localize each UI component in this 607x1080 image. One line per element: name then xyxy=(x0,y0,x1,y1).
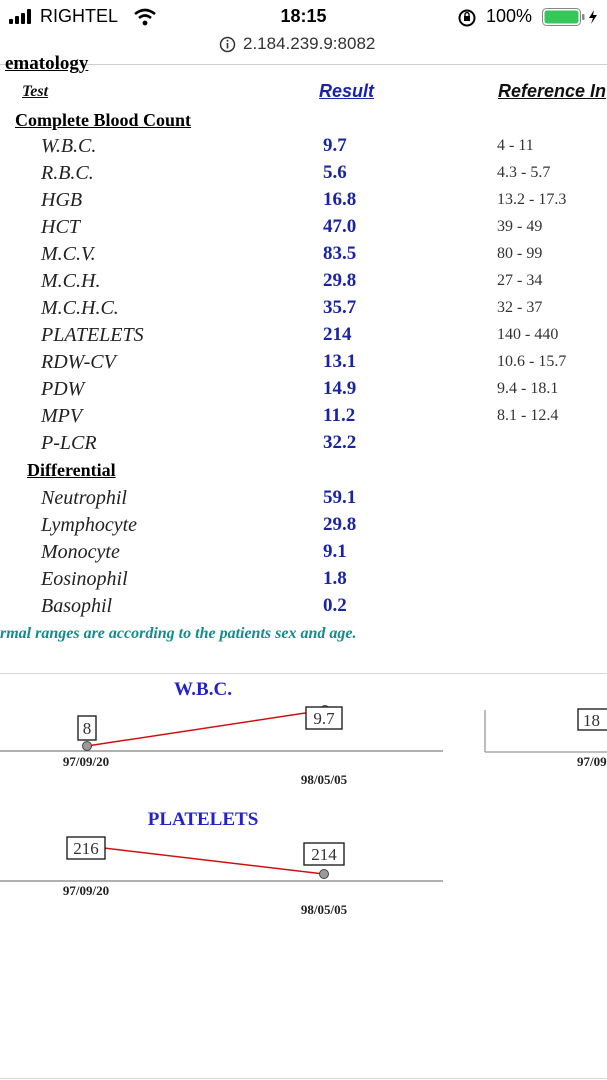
data-point xyxy=(320,870,329,879)
status-bar xyxy=(0,0,607,34)
test-name: M.C.H.C. xyxy=(41,297,119,319)
test-result: 9.7 xyxy=(323,135,347,156)
info-icon[interactable] xyxy=(219,36,236,53)
group-title-cbc: Complete Blood Count xyxy=(15,110,192,130)
test-name: Basophil xyxy=(41,595,113,617)
test-name: W.B.C. xyxy=(41,135,97,157)
test-reference: 9.4 - 18.1 xyxy=(497,380,559,397)
test-reference: 13.2 - 17.3 xyxy=(497,191,567,208)
test-reference: 39 - 49 xyxy=(497,218,543,235)
test-result: 214 xyxy=(323,324,352,345)
test-reference: 10.6 - 15.7 xyxy=(497,353,567,370)
column-header-result: Result xyxy=(319,81,375,101)
data-label: 214 xyxy=(311,845,337,864)
x-tick-label: 98/05/05 xyxy=(300,772,348,787)
test-reference: 140 - 440 xyxy=(497,326,559,343)
test-result: 5.6 xyxy=(323,162,347,183)
test-name: R.B.C. xyxy=(41,162,94,184)
test-result: 29.8 xyxy=(323,270,357,291)
test-result: 59.1 xyxy=(323,487,357,508)
trend-charts xyxy=(0,674,607,1078)
trend-line xyxy=(87,710,325,746)
data-label: 216 xyxy=(73,839,99,858)
test-result: 83.5 xyxy=(323,243,357,264)
test-result: 16.8 xyxy=(323,189,357,210)
carrier-name: RIGHTEL xyxy=(40,6,119,26)
data-point xyxy=(83,742,92,751)
address-bar[interactable] xyxy=(0,34,607,64)
x-tick-label: 97/09/20 xyxy=(62,883,110,898)
chart-title: W.B.C. xyxy=(174,679,232,700)
test-result: 35.7 xyxy=(323,297,357,318)
url-text[interactable]: 2.184.239.9:8082 xyxy=(243,34,376,53)
platelets-chart xyxy=(0,809,443,917)
test-reference: 8.1 - 12.4 xyxy=(497,407,559,424)
x-tick-label: 97/09 xyxy=(577,754,607,769)
partial-chart xyxy=(485,709,607,769)
test-result: 29.8 xyxy=(323,514,357,535)
x-tick-label: 97/09/20 xyxy=(62,754,110,769)
test-reference: 4.3 - 5.7 xyxy=(497,164,551,181)
test-result: 9.1 xyxy=(323,541,347,562)
x-tick-label: 98/05/05 xyxy=(300,902,348,917)
test-reference: 80 - 99 xyxy=(497,245,543,262)
section-title: ematology xyxy=(5,53,89,74)
test-result: 14.9 xyxy=(323,378,357,399)
test-reference: 4 - 11 xyxy=(497,137,534,154)
test-name: HCT xyxy=(41,216,80,238)
data-label: 18 xyxy=(583,711,600,730)
test-reference: 27 - 34 xyxy=(497,272,543,289)
column-header-reference: Reference In xyxy=(498,81,607,101)
test-result: 0.2 xyxy=(323,595,347,616)
group-title-differential: Differential xyxy=(27,460,116,480)
test-result: 32.2 xyxy=(323,432,357,453)
test-reference: 32 - 37 xyxy=(497,299,543,316)
battery-icon xyxy=(542,8,602,26)
test-name: Neutrophil xyxy=(41,487,127,509)
test-name: Monocyte xyxy=(41,541,120,563)
test-name: PDW xyxy=(41,378,85,400)
test-name: M.C.V. xyxy=(41,243,96,265)
test-name: HGB xyxy=(41,189,83,211)
reference-note: rmal ranges are according to the patients sex and age. xyxy=(0,625,357,642)
test-name: P-LCR xyxy=(41,432,97,454)
data-label: 9.7 xyxy=(313,709,335,728)
chart-title: PLATELETS xyxy=(147,809,259,830)
test-result: 47.0 xyxy=(323,216,357,237)
orientation-lock-icon xyxy=(457,8,477,28)
data-label: 8 xyxy=(82,719,92,738)
test-result: 1.8 xyxy=(323,568,347,589)
wbc-chart xyxy=(0,679,443,787)
battery-percentage: 100% xyxy=(486,6,533,26)
column-header-test: Test xyxy=(22,83,49,100)
lab-report xyxy=(0,53,607,650)
test-name: M.C.H. xyxy=(41,270,101,292)
test-name: RDW-CV xyxy=(41,351,116,373)
test-result: 11.2 xyxy=(323,405,356,426)
test-result: 13.1 xyxy=(323,351,357,372)
test-name: PLATELETS xyxy=(41,324,144,346)
page-bottom-line xyxy=(0,1078,607,1079)
trend-line xyxy=(87,846,324,874)
clock: 18:15 xyxy=(280,6,327,26)
test-name: Lymphocyte xyxy=(41,514,138,536)
test-name: Eosinophil xyxy=(41,568,128,590)
test-name: MPV xyxy=(41,405,83,427)
